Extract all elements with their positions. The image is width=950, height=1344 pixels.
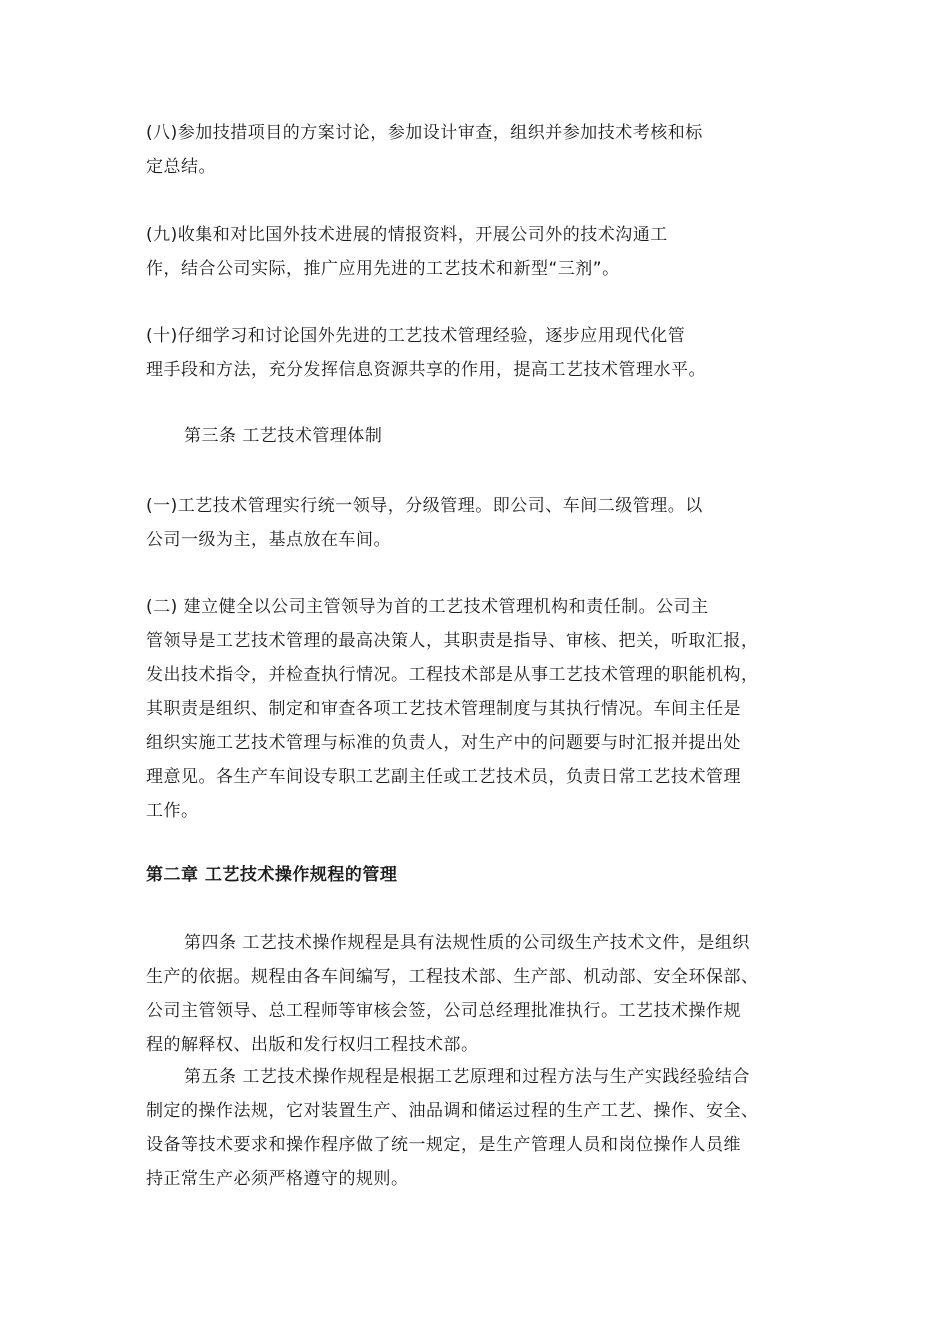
text-line: 作，结合公司实际，推广应用先进的工艺技术和新型“三剂”。: [146, 259, 620, 279]
text-line: 持正常生产必须严格遵守的规则。: [146, 1169, 409, 1189]
text-line: 工作。: [146, 801, 199, 821]
paragraph-item-8: [146, 116, 806, 184]
article-3-item-1: [146, 489, 806, 557]
text-line: 程的解释权、出版和发行权归工程技术部。: [146, 1035, 479, 1055]
text-line: 生产的依据。规程由各车间编写，工程技术部、生产部、机动部、安全环保部、: [146, 967, 759, 987]
text-line: 第五条 工艺技术操作规程是根据工艺原理和过程方法与生产实践经验结合: [184, 1067, 750, 1087]
section-heading: 第三条 工艺技术管理体制: [184, 426, 383, 446]
text-line: 理手段和方法，充分发挥信息资源共享的作用，提高工艺技术管理水平。: [146, 360, 706, 380]
text-line: 第四条 工艺技术操作规程是具有法规性质的公司级生产技术文件，是组织: [184, 933, 750, 953]
text-line: 公司主管领导、总工程师等审核会签，公司总经理批准执行。工艺技术操作规: [146, 1001, 741, 1021]
text-line: (二) 建立健全以公司主管领导为首的工艺技术管理机构和责任制。公司主: [146, 597, 709, 617]
text-line: 发出技术指令，并检查执行情况。工程技术部是从事工艺技术管理的职能机构，: [146, 665, 759, 685]
article-3-item-2: [146, 590, 806, 828]
text-line: 管领导是工艺技术管理的最高决策人，其职责是指导、审核、把关，听取汇报，: [146, 631, 759, 651]
chapter-2-title: [146, 858, 806, 892]
article-5: [146, 1060, 806, 1196]
text-line: (十)仔细学习和讨论国外先进的工艺技术管理经验，逐步应用现代化管: [146, 326, 686, 346]
text-line: 理意见。各生产车间设专职工艺副主任或工艺技术员，负责日常工艺技术管理: [146, 767, 741, 787]
article-4: [146, 926, 806, 1062]
text-line: (八)参加技措项目的方案讨论，参加设计审查，组织并参加技术考核和标: [146, 123, 703, 143]
text-line: 制定的操作法规，它对装置生产、油品调和储运过程的生产工艺、操作、安全、: [146, 1101, 759, 1121]
paragraph-item-10: [146, 319, 806, 387]
text-line: 定总结。: [146, 157, 216, 177]
paragraph-item-9: [146, 218, 806, 286]
article-3-title: [146, 419, 806, 453]
text-line: (九)收集和对比国外技术进展的情报资料，开展公司外的技术沟通工: [146, 225, 668, 245]
text-line: 公司一级为主，基点放在车间。: [146, 530, 391, 550]
text-line: 其职责是组织、制定和审查各项工艺技术管理制度与其执行情况。车间主任是: [146, 699, 741, 719]
text-line: (一)工艺技术管理实行统一领导，分级管理。即公司、车间二级管理。以: [146, 496, 703, 516]
text-line: 组织实施工艺技术管理与标准的负责人，对生产中的问题要与时汇报并提出处: [146, 733, 741, 753]
chapter-heading: 第二章 工艺技术操作规程的管理: [146, 865, 398, 885]
text-line: 设备等技术要求和操作程序做了统一规定，是生产管理人员和岗位操作人员维: [146, 1135, 741, 1155]
